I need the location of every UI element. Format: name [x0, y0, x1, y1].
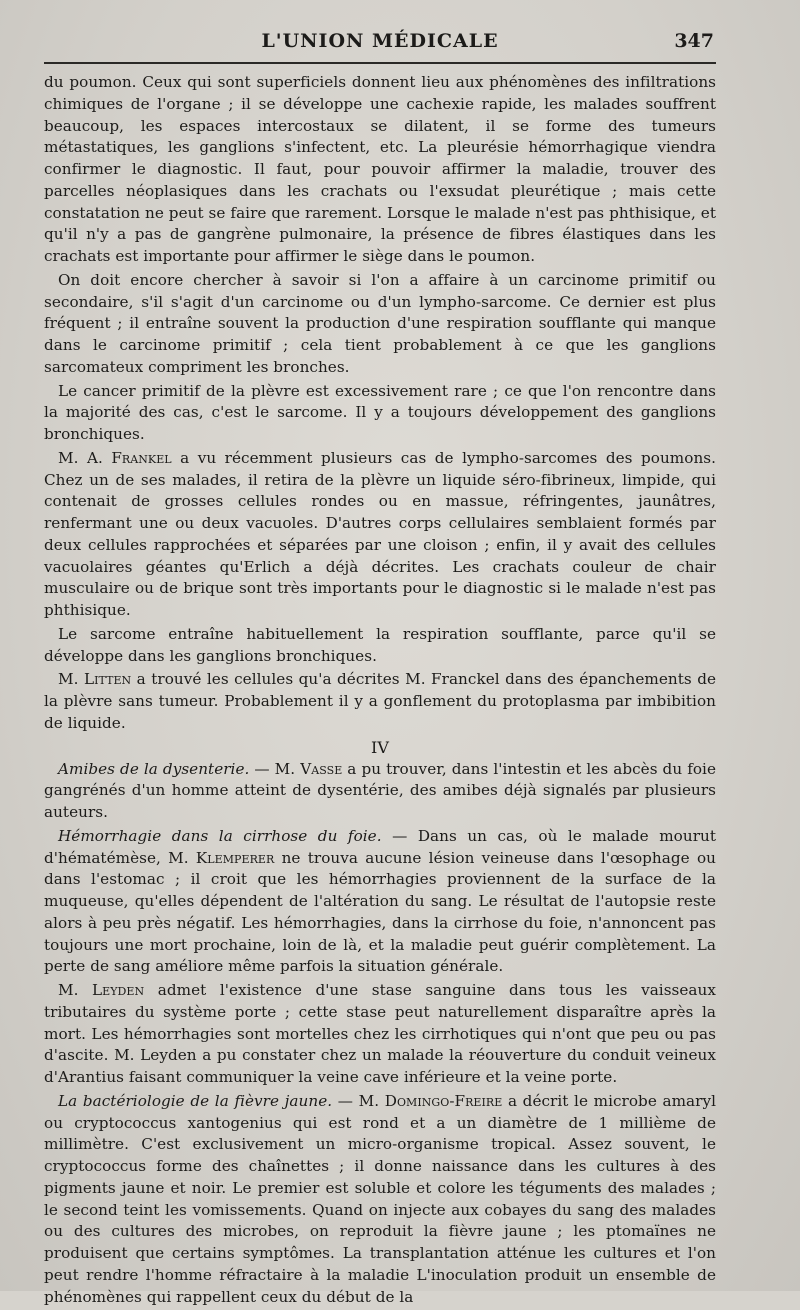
paragraph-text: a pu trouver, dans l'intestin et les abcès du foie gangrénés d'un homme atteint de dysentérie, des amibes déjà signalés par plusieurs auteurs. [44, 759, 717, 821]
paragraph [44, 381, 716, 446]
paragraph [44, 826, 716, 978]
paragraph-text: a décrit le microbe amaryl ou cryptococcus xantogenius qui est rond et a un diamètre de 1 millième de millimètre. C'est exclusivement un micro-organisme tropical. Assez souvent, le cryptococcus forme des chaînettes ; il donne naissance dans les cultures à des pigments jaune et noir. Le premier est soluble et colore les téguments des malades ; le second teint les vomissements. Quand on injecte aux cobayes du sang des malades ou des cultures des microbes, on reproduit la fièvre jaune ; les ptomaïnes ne produisent que certains symptômes. La transplantation atténue les cultures et l'on peut rendre l'homme réfractaire à la maladie L'inoculation produit un ensemble de phénomènes qui rappellent ceux du début de la [44, 1091, 716, 1306]
author-name: M. A. Frankel [58, 448, 172, 467]
paragraph-text: — M. [249, 759, 301, 778]
paragraph [44, 624, 716, 668]
author-name: Domingo-Freire [384, 1091, 503, 1110]
author-name: Vasse [300, 759, 343, 778]
section-number: IV [371, 737, 389, 757]
subsection-title: Amibes de la dysenterie. [58, 759, 250, 778]
author-name: Klemperer [195, 848, 275, 867]
paragraph-text: du poumon. Ceux qui sont superficiels donnent lieu aux phénomènes des infiltrations chimiques de l'organe ; il se développe une cachexie rapide, les malades souffrent beaucoup, les espaces intercostaux se dilatent, il se forme des tumeurs métastatiques, les ganglions s'infectent, etc. La pleurésie hémorrhagique viendra confirmer le diagnostic. Il faut, pour pouvoir affirmer la maladie, trouver des parcelles néoplasiques dans les crachats ou l'exsudat pleurétique ; mais cette constatation ne peut se faire que rarement. Lorsque le malade n'est pas phthisique, et qu'il n'y a pas de gangrène pulmonaire, la présence de fibres élastiques dans les crachats est importante pour affirmer le siège dans le poumon. [44, 73, 716, 265]
page-header [44, 22, 716, 64]
paragraph [44, 72, 716, 268]
subsection-title: Hémorrhagie dans la cirrhose du foie. [58, 826, 382, 845]
paragraph [44, 448, 716, 622]
paragraph-text: — Dans un cas, où le malade mourut d'hématémèse, M. [44, 826, 716, 867]
paragraph-text: Le cancer primitif de la plèvre est excessivement rare ; ce que l'on rencontre dans la majorité des cas, c'est le sarcome. Il y a toujours développement des ganglions bronchiques. [44, 381, 716, 443]
paragraph-text: admet l'existence d'une stase sanguine dans tous les vaisseaux tributaires du système porte ; cette stase peut naturellement disparaître après la mort. Les hémorrhagies sont mortelles chez les cirrhotiques qui n'ont que peu ou pas d'ascite. M. Leyden a pu constater chez un malade la réouverture du conduit veineux d'Arantius faisant communiquer la veine cave inférieure et la veine porte. [44, 981, 716, 1086]
paragraph-text: — M. [332, 1091, 385, 1110]
author-name: M. Litten [58, 670, 132, 689]
author-name: M. Leyden [58, 981, 145, 999]
article-body [44, 72, 716, 1308]
paragraph [44, 980, 716, 1089]
document-page [44, 22, 716, 1310]
subsection-title: La bactériologie de la fièvre jaune. [58, 1091, 333, 1110]
paragraph-text: Le sarcome entraîne habituellement la respiration soufflante, parce qu'il se développe dans les ganglions bronchiques. [44, 624, 716, 665]
journal-title: L'UNION MÉDICALE [261, 30, 499, 52]
paragraph [44, 669, 716, 734]
paragraph-text: On doit encore chercher à savoir si l'on a affaire à un carcinome primitif ou secondaire, s'il s'agit d'un carcinome ou d'un lympho-sarcome. Ce dernier est plus fréquent ; il entraîne souvent la production d'une respiration soufflante qui manque dans le carcinome primitif ; cela tient probablement à ce que les ganglions sarcomateux compriment les bronches. [44, 270, 716, 376]
page-number: 347 [674, 30, 714, 52]
paragraph [44, 270, 716, 379]
paragraph-text: a vu récemment plusieurs cas de lympho-sarcomes des poumons. Chez un de ses malades, il retira de la plèvre un liquide séro-fibrineux, limpide, qui contenait de grosses cellules rondes ou en massue, réfringentes, jaunâtres, renfermant une ou deux vacuoles. D'autres corps cellulaires semblaient formés par deux cellules rapprochées et séparées par une cloison ; enfin, il y avait des cellules vacuolaires géantes qu'Erlich a déjà décrites. Les crachats couleur de chair musculaire ou de brique sont très importants pour le diagnostic si le malade n'est pas phthisique. [44, 448, 717, 619]
paragraph-text: ne trouva aucune lésion veineuse dans l'œsophage ou dans l'estomac ; il croit que les hémorrhagies proviennent de la surface de la muqueuse, qu'elles dépendent de l'altération du sang. Le résultat de l'autopsie reste alors à peu près négatif. Les hémorrhagies, dans la cirrhose du foie, n'annoncent pas toujours une mort prochaine, loin de là, et la maladie peut guérir complètement. La perte de sang améliore même parfois la situation générale. [44, 848, 716, 976]
paragraph-text: a trouvé les cellules qu'a décrites M. Franckel dans des épanchements de la plèvre sans tumeur. Probablement il y a gonflement du protoplasma par imbibition de liquide. [44, 670, 717, 732]
paragraph [44, 1091, 716, 1309]
paragraph [44, 759, 716, 824]
